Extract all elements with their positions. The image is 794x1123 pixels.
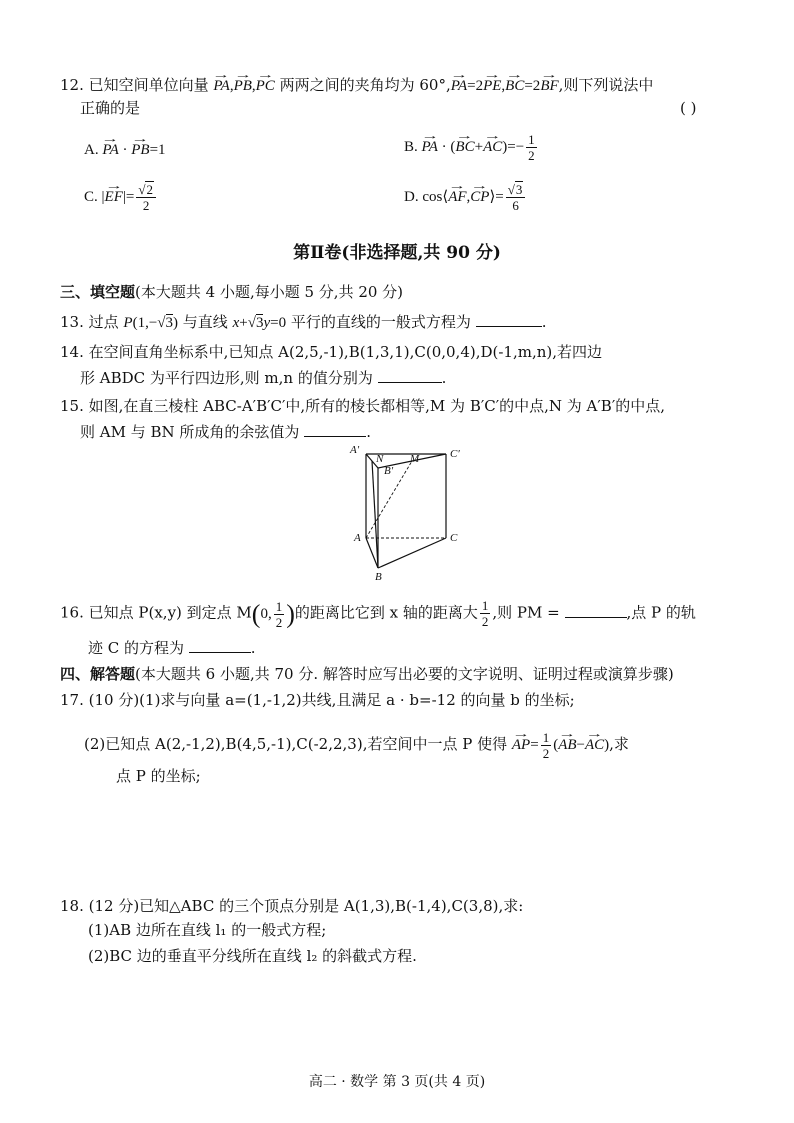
label-b-prime: B′	[384, 465, 394, 477]
q12-prefix: 12. 已知空间单位向量	[60, 76, 209, 94]
q14-line2-text: 形 ABDC 为平行四边形,则 m,n 的值分别为	[80, 369, 373, 387]
q15-answer-blank[interactable]	[304, 422, 366, 437]
q17-line1: 17. (10 分)(1)求与向量 a=(1,-1,2)共线,且满足 a · b=-12 的向量 b 的坐标;	[60, 691, 575, 709]
section4-head: 四、解答题	[60, 665, 136, 683]
q18-line3: (2)BC 边的垂直平分线所在直线 l₂ 的斜截式方程.	[88, 947, 417, 965]
q17-line3: 点 P 的坐标;	[116, 767, 201, 785]
q16-trajectory-blank[interactable]	[189, 638, 251, 653]
q16-half: $\frac{1}{2}$	[481, 598, 489, 629]
option-c-label: C.	[84, 188, 98, 205]
q12-option-a: A. → PA · → PB=1	[84, 138, 166, 160]
q12-option-b: B. → PA · (→ BC+→ AC)=− $\frac{1}{2}$	[404, 132, 539, 163]
label-n: N	[376, 453, 384, 465]
q12-line2-text: 正确的是	[80, 99, 141, 117]
q12-relations: → PA=2→ PE,→ BC=2→ BF	[451, 78, 559, 94]
q13-answer-blank[interactable]	[476, 312, 542, 327]
q12-mid: 两两之间的夹角均为 60°,	[279, 76, 451, 94]
q14-answer-blank[interactable]	[378, 368, 442, 383]
q16-line2: 迹 C 的方程为 .	[88, 639, 256, 657]
q18-line1: 18. (12 分)已知△ABC 的三个顶点分别是 A(1,3),B(-1,4),C(3,8),求:	[60, 897, 524, 915]
q15-line2-text: 则 AM 与 BN 所成角的余弦值为	[80, 423, 300, 441]
option-a-tail: =1	[149, 142, 166, 158]
q18-line2: (1)AB 边所在直线 l₁ 的一般式方程;	[88, 921, 327, 939]
section3-header	[60, 282, 403, 302]
q12-answer-paren: ( )	[680, 99, 697, 117]
label-a-prime: A′	[350, 444, 360, 456]
q16-point-m: (0, $\frac{1}{2}$ )	[251, 598, 295, 630]
part2-title: 第Ⅱ卷(非选择题,共 90 分)	[293, 243, 501, 263]
q16-text-d: ,点 P 的轨	[626, 603, 696, 622]
q13-point: P(1,−√3)	[123, 315, 179, 331]
section3-note: (本大题共 4 小题,每小题 5 分,共 20 分)	[135, 283, 404, 301]
option-a-label: A.	[84, 142, 99, 158]
q14-line2: 形 ABDC 为平行四边形,则 m,n 的值分别为 .	[80, 369, 447, 387]
q12-vectors: → PA,→ PB,→ PC	[213, 78, 274, 94]
q12-option-d: D. cos⟨→ AF,→ CP⟩= $\frac{√3}{6}$	[404, 182, 527, 213]
q13-line-eq: x+√3y=0	[232, 315, 287, 331]
q12-suffix: ,则下列说法中	[558, 76, 654, 94]
q12-line1	[60, 74, 653, 96]
prism-figure	[344, 440, 474, 582]
q12-line2	[80, 98, 140, 118]
q15-line2: 则 AM 与 BN 所成角的余弦值为 .	[80, 423, 371, 441]
q16-text-c: ,则 PM =	[492, 603, 560, 622]
q13: 13. 过点 P(1,−√3) 与直线 x+√3y=0 平行的直线的一般式方程为 .	[60, 313, 547, 331]
label-m: M	[410, 453, 420, 465]
q13-text-a: 13. 过点	[60, 313, 119, 331]
section4-note: (本大题共 6 小题,共 70 分. 解答时应写出必要的文字说明、证明过程或演算步骤)	[135, 665, 674, 683]
q17-vector-eq: → AP= $\frac{1}{2}$ (→ AB−→ AC)	[512, 737, 609, 753]
q14-line1: 14. 在空间直角坐标系中,已知点 A(2,5,-1),B(1,3,1),C(0,0,4),D(-1,m,n),若四边	[60, 343, 603, 361]
label-b: B	[375, 571, 382, 582]
label-c-prime: C′	[450, 448, 460, 460]
q12-option-c: C. |→ EF|= $\frac{√2}{2}$	[84, 182, 158, 213]
q17-line2-a: (2)已知点 A(2,-1,2),B(4,5,-1),C(-2,2,3),若空间中一点 P 使得	[84, 734, 508, 753]
section4-header	[60, 664, 674, 684]
q17-line2-b: ,求	[609, 734, 629, 753]
q16-pm-blank[interactable]	[565, 603, 627, 618]
q16-text-a: 16. 已知点 P(x,y) 到定点 M	[60, 603, 252, 622]
q13-text-b: 与直线	[182, 313, 228, 331]
q17-line2	[84, 730, 629, 761]
option-d-label: D.	[404, 188, 419, 205]
q15-line1: 15. 如图,在直三棱柱 ABC-A′B′C′中,所有的棱长都相等,M 为 B′C′的中点,N 为 A′B′的中点,	[60, 397, 665, 415]
q16-line1	[60, 598, 696, 630]
q13-text-c: 平行的直线的一般式方程为	[290, 313, 471, 331]
option-b-label: B.	[404, 138, 418, 155]
page-footer: 高二 · 数学 第 3 页(共 4 页)	[308, 1074, 486, 1090]
q16-line2-text: 迹 C 的方程为	[88, 639, 185, 657]
label-c: C	[450, 532, 458, 544]
section3-head: 三、填空题	[60, 283, 136, 301]
q16-text-b: 的距离比它到 x 轴的距离大	[294, 603, 478, 622]
label-a: A	[354, 532, 361, 544]
